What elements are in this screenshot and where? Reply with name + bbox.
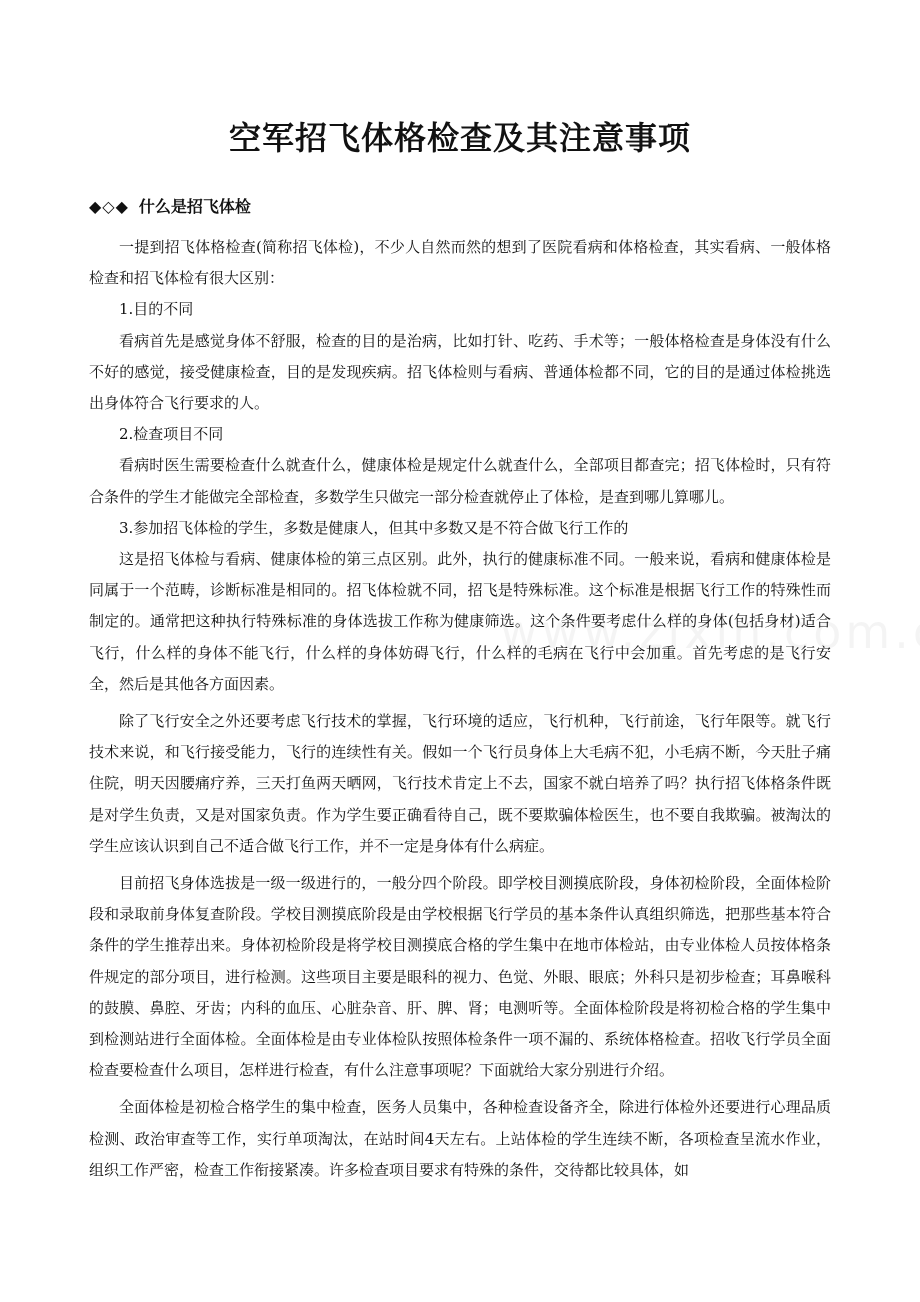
diamond-marker-icon: ◆◇◆ [89, 197, 129, 216]
subheading-items: 2.检查项目不同 [119, 425, 224, 444]
document-body [89, 232, 831, 1186]
paragraph-full-exam: 全面体检是初检合格学生的集中检查，医务人员集中，各种检查设备齐全，除进行体检外还要进行心理品质检测、政治审查等工作，实行单项淘汰，在站时间4天左右。上站体检的学生连续不断，各项检查呈流水作业，组织工作严密，检查工作衔接紧凑。许多检查项目要求有特殊的条件，交待都比较具体，如 [89, 1098, 831, 1179]
document-title: 空军招飞体格检查及其注意事项 [228, 119, 691, 157]
paragraph-stages: 目前招飞身体选拔是一级一级进行的，一般分四个阶段。即学校目测摸底阶段，身体初检阶段，全面体检阶段和录取前身体复查阶段。学校目测摸底阶段是由学校根据飞行学员的基本条件认真组织筛选，把那些基本符合条件的学生推荐出来。身体初检阶段是将学校目测摸底合格的学生集中在地市体检站，由专业体检人员按体格条件规定的部分项目，进行检测。这些项目主要是眼科的视力、色觉、外眼、眼底；外科只是初步检查；耳鼻喉科的鼓膜、鼻腔、牙齿；内科的血压、心脏杂音、肝、脾、肾；电测听等。全面体检阶段是将初检合格的学生集中到检测站进行全面体检。全面体检是由专业体检队按照体检条件一项不漏的、系统体格检查。招收飞行学员全面检查要检查什么项目，怎样进行检查，有什么注意事项呢？下面就给大家分别进行介绍。 [89, 874, 831, 1080]
paragraph-purpose: 看病首先是感觉身体不舒服，检查的目的是治病，比如打针、吃药、手术等；一般体格检查是身体没有什么不好的感觉，接受健康检查，目的是发现疾病。招飞体检则与看病、普通体检都不同，它的目的是通过体检挑选出身体符合飞行要求的人。 [89, 331, 831, 413]
paragraph-items: 看病时医生需要检查什么就查什么，健康体检是规定什么就查什么，全部项目都查完；招飞体检时，只有符合条件的学生才能做完全部检查，多数学生只做完一部分检查就停止了体检，是查到哪儿算哪儿。 [89, 456, 831, 506]
subheading-purpose: 1.目的不同 [119, 300, 194, 319]
paragraph-intro: 一提到招飞体格检查(简称招飞体检)，不少人自然而然的想到了医院看病和体格检查，其实看病、一般体格检查和招飞体检有很大区别： [89, 238, 831, 288]
subheading-candidates: 3.参加招飞体检的学生，多数是健康人，但其中多数又是不符合做飞行工作的 [119, 518, 629, 537]
section-heading [89, 194, 251, 220]
section-heading-text: 什么是招飞体检 [138, 197, 251, 216]
paragraph-flight-safety: 除了飞行安全之外还要考虑飞行技术的掌握，飞行环境的适应，飞行机种，飞行前途，飞行年限等。就飞行技术来说，和飞行接受能力，飞行的连续性有关。假如一个飞行员身体上大毛病不犯，小毛病不断，今天肚子痛住院，明天因腰痛疗养，三天打鱼两天晒网，飞行技术肯定上不去，国家不就白培养了吗？执行招飞体格条件既是对学生负责，又是对国家负责。作为学生要正确看待自己，既不要欺骗体检医生，也不要自我欺骗。被淘汰的学生应该认识到自己不适合做飞行工作，并不一定是身体有什么病症。 [89, 712, 831, 855]
paragraph-standards: 这是招飞体检与看病、健康体检的第三点区别。此外，执行的健康标准不同。一般来说，看病和健康体检是同属于一个范畴，诊断标准是相同的。招飞体检就不同，招飞是特殊标准。这个标准是根据飞行工作的特殊性而制定的。通常把这种执行特殊标准的身体选拔工作称为健康筛选。这个条件要考虑什么样的身体(包括身材)适合飞行，什么样的身体不能飞行，什么样的身体妨碍飞行，什么样的毛病在飞行中会加重。首先考虑的是飞行安全，然后是其他各方面因素。 [89, 550, 831, 693]
